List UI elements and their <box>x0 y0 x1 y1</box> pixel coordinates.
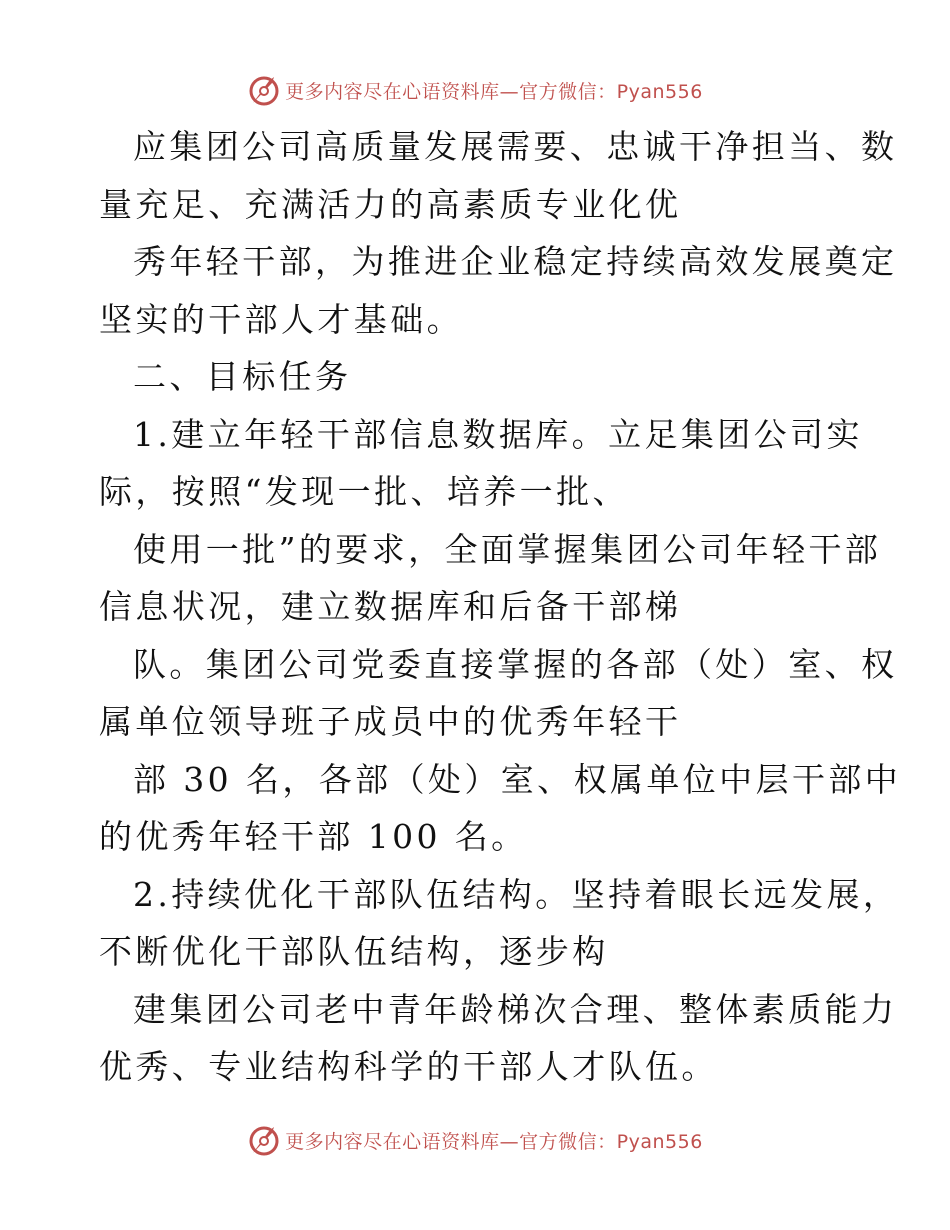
text-line: 不断优化干部队伍结构，逐步构 <box>99 932 609 971</box>
text-line: 属单位领导班子成员中的优秀年轻干 <box>99 702 682 741</box>
watermark-banner-top <box>0 70 950 110</box>
text-line: 2.持续优化干部队伍结构。坚持着眼长远发展， <box>133 874 900 914</box>
document-body <box>99 118 902 1096</box>
text-line: 坚实的干部人才基础。 <box>99 299 463 339</box>
text-line: 优秀、专业结构科学的干部人才队伍。 <box>99 1047 718 1086</box>
watermark-banner-bottom <box>0 1120 950 1160</box>
text-line: 建集团公司老中青年龄梯次合理、整体素质能力 <box>133 989 898 1029</box>
text-line: 1.建立年轻干部信息数据库。立足集团公司实 <box>133 414 863 454</box>
quill-pen-logo-icon <box>247 73 281 107</box>
quill-pen-logo-icon <box>247 1123 281 1157</box>
text-line: 队。集团公司党委直接掌握的各部（处）室、权 <box>133 644 898 684</box>
watermark-text: 更多内容尽在心语资料库—官方微信：Pyan556 <box>285 80 703 103</box>
text-line: 的优秀年轻干部 100 名。 <box>99 817 528 856</box>
text-line: 际，按照“发现一批、培养一批、 <box>99 472 629 511</box>
text-line: 使用一批”的要求，全面掌握集团公司年轻干部 <box>133 529 882 569</box>
watermark-text: 更多内容尽在心语资料库—官方微信：Pyan556 <box>285 1130 703 1153</box>
text-line: 秀年轻干部，为推进企业稳定持续高效发展奠定 <box>133 242 898 281</box>
text-line: 量充足、充满活力的高素质专业化优 <box>99 184 682 224</box>
text-line: 应集团公司高质量发展需要、忠诚干净担当、数 <box>133 127 898 166</box>
text-line: 二、目标任务 <box>133 357 352 396</box>
text-line: 部 30 名，各部（处）室、权属单位中层干部中 <box>133 759 902 799</box>
text-line: 信息状况，建立数据库和后备干部梯 <box>99 587 682 626</box>
